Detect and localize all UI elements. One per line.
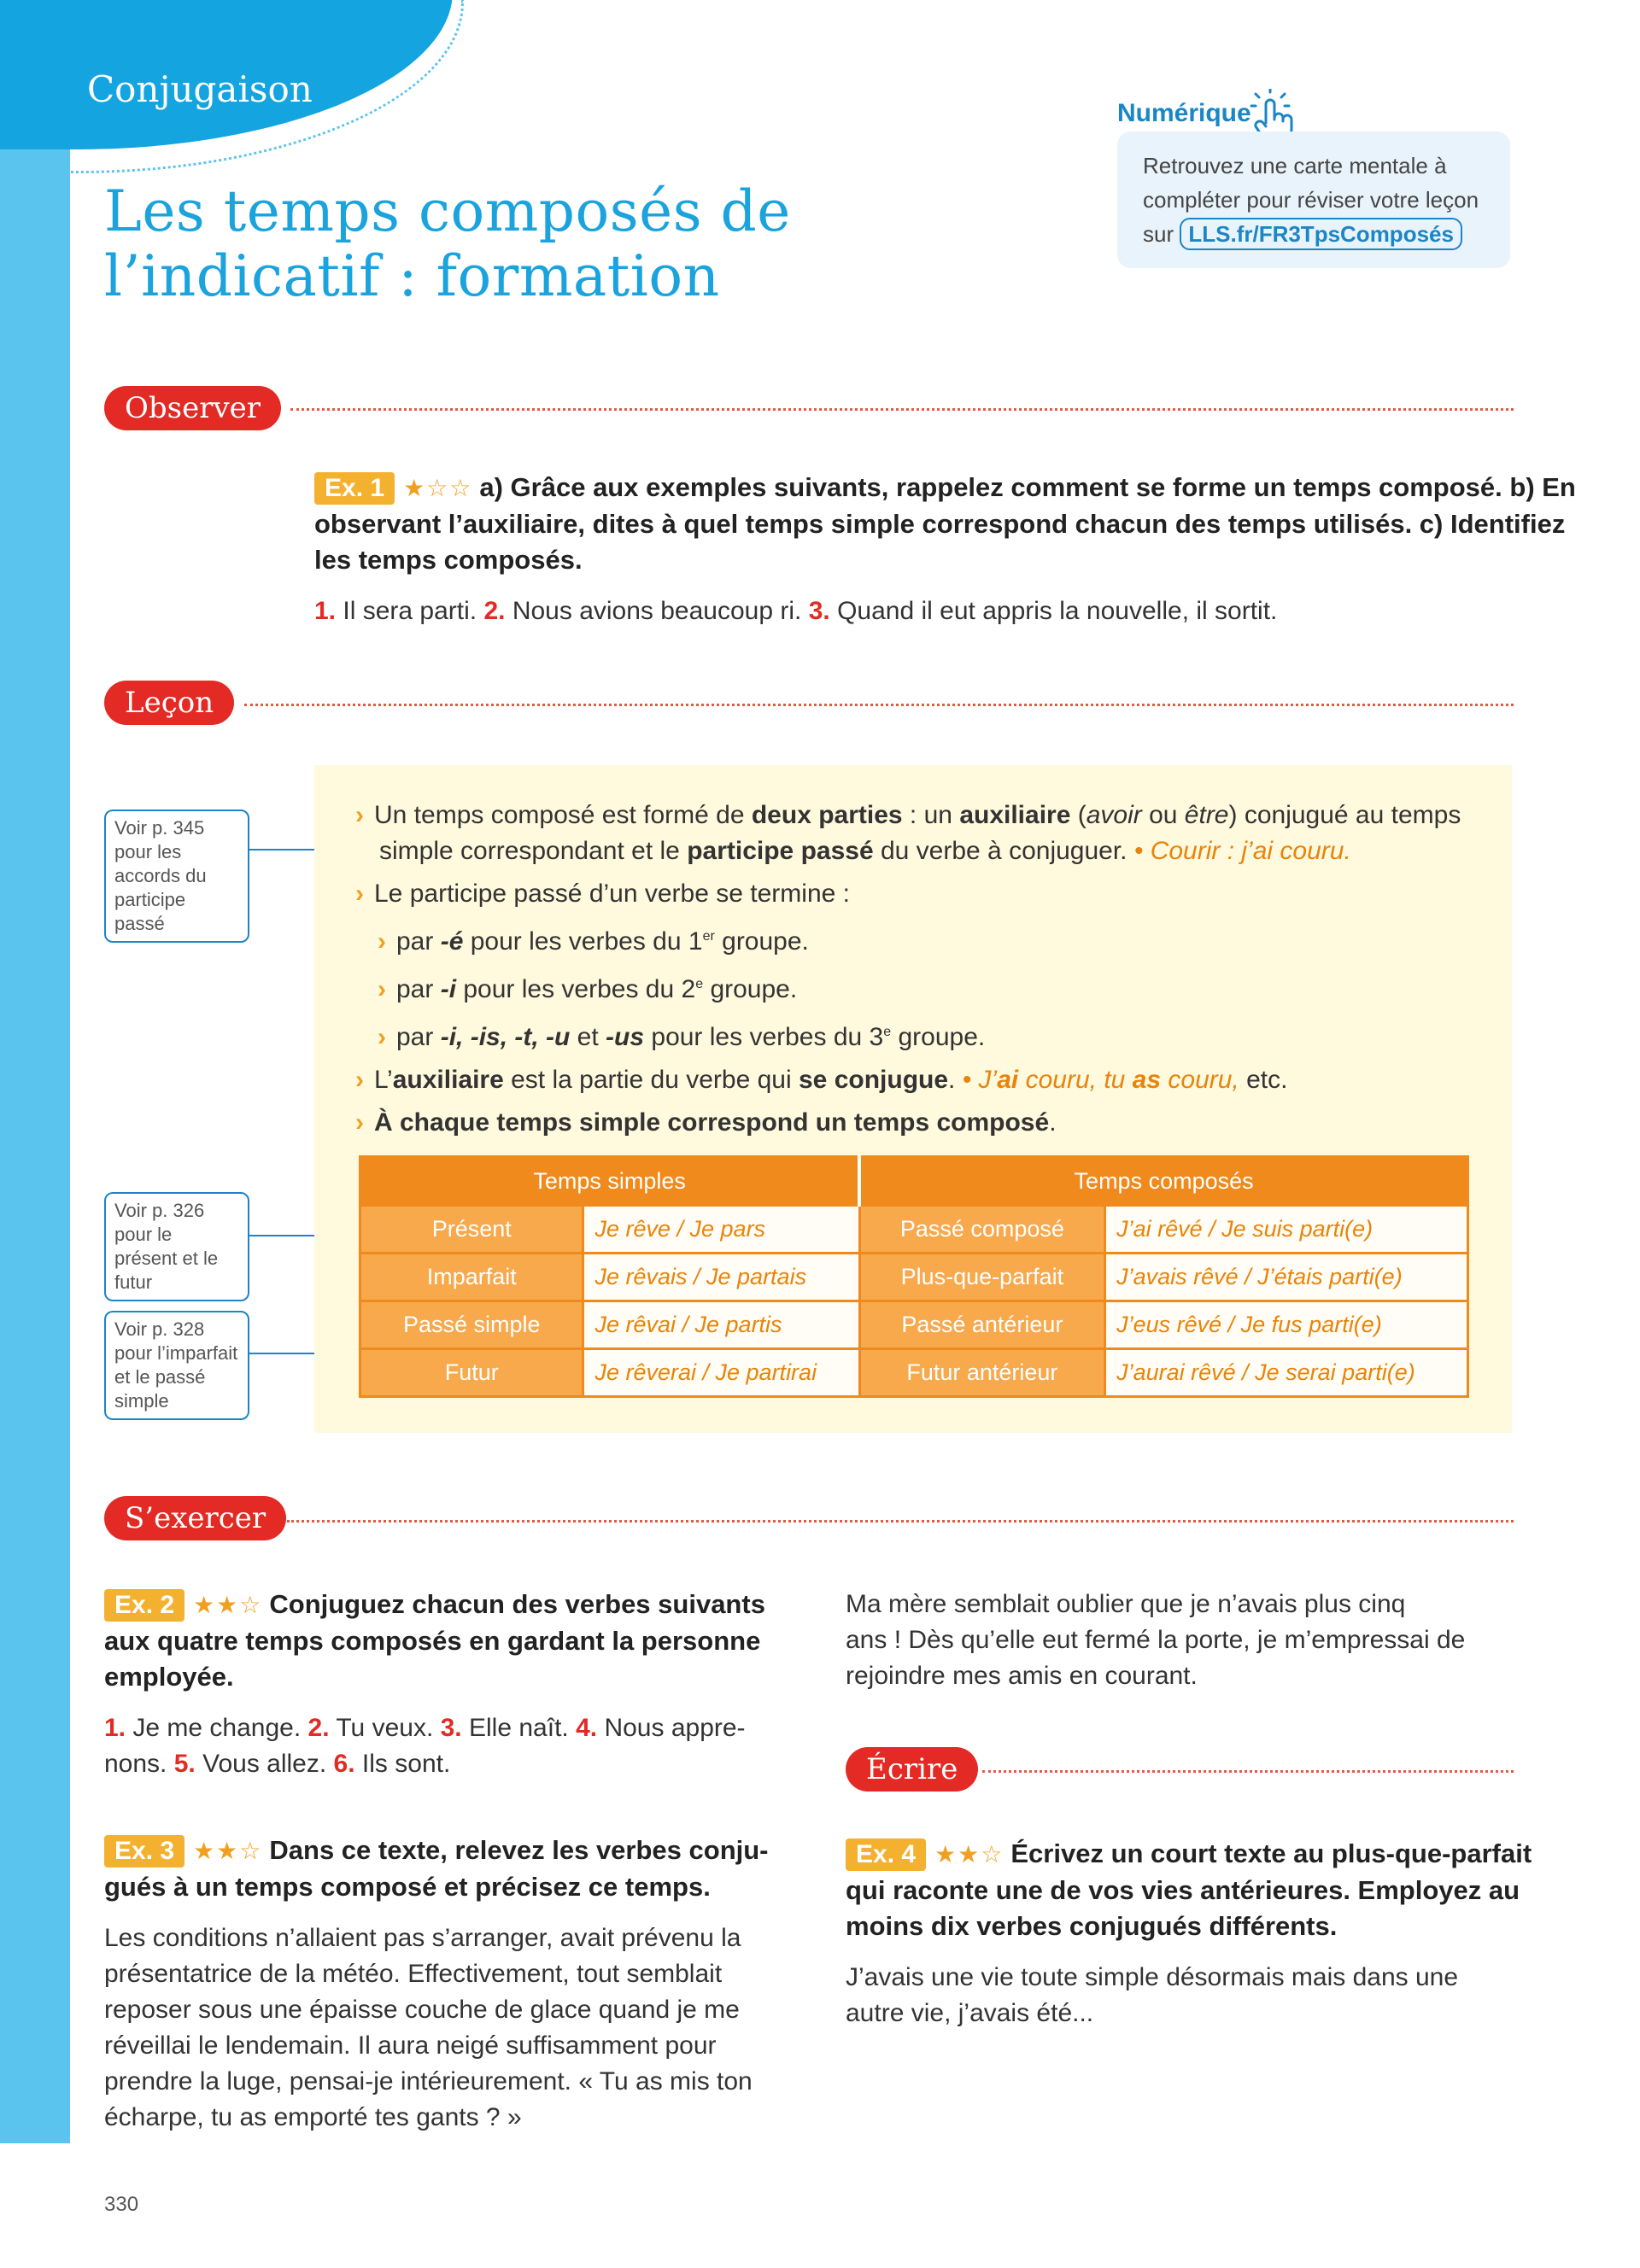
ex2-item-number: 2. [308,1714,330,1742]
ex3-question-line-1 [104,1833,779,1869]
ex3-text-line: rejoindre mes amis en courant. [846,1662,1198,1690]
ex4-text-line: autre vie, j’avais été... [846,1999,1094,2027]
ex1-item-number: 2. [483,597,506,625]
lesson-bold: participe passé [687,837,874,865]
lesson-bold: deux parties [751,801,903,829]
ex2-item-number: 3. [440,1714,462,1742]
ex2-question-line-1 [104,1587,770,1623]
ex1-item-number: 1. [314,597,337,625]
lesson-text: etc. [1239,1066,1288,1094]
table-cell-compose: Passé antérieur [859,1301,1104,1349]
numeric-text [1143,149,1510,251]
lesson-line-1 [355,798,1461,833]
numeric-text-line-3 [1143,217,1510,251]
table-cell-simple-example: Je rêvais / Je partais [583,1254,859,1301]
ecrire-rule [982,1770,1514,1773]
ex2-item-text: nons. [104,1750,167,1778]
ex2-q-text: Conjuguez chacun des verbes suivants [269,1589,765,1619]
lesson-text: et [570,1023,606,1051]
lesson-text: est la partie du verbe qui [503,1066,799,1094]
ex2-item-text: Vous allez. [202,1750,327,1778]
ecrire-pill: Écrire [846,1747,978,1792]
ex3-text-line: écharpe, tu as emporté tes gants ? » [104,2103,522,2131]
ex3-text-line: réveillai le lendemain. Il aura neigé suffisamment pour [104,2031,717,2060]
ex1-question-line-3: les temps composés. [314,545,583,575]
lesson-text: groupe. [714,927,809,956]
lesson-text: pour les verbes du 2 [456,975,696,1003]
ex3-text-line: Les conditions n’allaient pas s’arranger, avait prévenu la [104,1924,741,1952]
exercise-3 [104,1833,779,2136]
table-cell-compose-example: J’ai rêvé / Je suis parti(e) [1105,1206,1468,1254]
exercise-4 [846,1836,1532,2031]
ex2-item-number: 1. [104,1714,126,1742]
table-row [360,1301,1468,1349]
lesson-text: ) conjugué au temps [1228,801,1461,829]
ex4-stars-icon: ★★☆ [934,1841,1004,1868]
ex2-question-line-2: aux quatre temps composés en gardant la personne [104,1626,761,1656]
ex2-stars-icon: ★★☆ [193,1592,263,1618]
chevron-right-icon: › [378,1023,386,1051]
lesson-line-2 [355,833,1461,869]
ex2-item-number: 6. [333,1750,355,1778]
lesson-line-8 [355,1105,1461,1141]
ex4-question-line-2: qui raconte une de vos vies antérieures. Employez au [846,1875,1520,1905]
page-title-line-2: l’indicatif : formation [104,243,720,309]
ex1-item-text: Il sera parti. [343,597,477,625]
ex1-item-number: 3. [808,597,830,625]
numeric-text-line-2: compléter pour réviser votre leçon [1143,187,1479,213]
lesson-text: pour les verbes du 1 [463,927,703,956]
lesson-content [355,798,1461,1141]
lesson-text: groupe. [703,975,798,1003]
ex4-badge: Ex. 4 [846,1838,926,1871]
lesson-suffix: -i, -is, -t, -u [440,1023,571,1051]
numeric-text-line-1: Retrouvez une carte mentale à [1143,153,1447,178]
note-present-futur: Voir p. 326 pour le présent et le futur [104,1192,249,1301]
lesson-text: : un [902,801,960,829]
note-imparfait: Voir p. 328 pour l’imparfait et le passé simple [104,1311,249,1420]
lesson-text: ou [1141,801,1185,829]
ex4-text-line: J’avais une vie toute simple désormais mais dans une [846,1963,1459,1991]
lesson-line-4 [355,919,1461,960]
ex2-items-line-2 [104,1746,770,1782]
ex2-item-text: Nous appre- [604,1714,746,1742]
ex3-text-line: reposer sous une épaisse couche de glace quand je me [104,1996,740,2024]
side-color-band [0,0,70,2143]
table-cell-simple: Passé simple [360,1301,583,1349]
lesson-example: • J’ [962,1066,998,1094]
lesson-text: Un temps composé est formé de [374,801,752,829]
observer-pill: Observer [104,386,281,430]
exercise-1 [314,470,1576,629]
ex1-item-text: Nous avions beaucoup ri. [512,597,802,625]
lesson-line-7 [355,1062,1461,1098]
lesson-example: couru, tu [1018,1066,1133,1094]
table-header-compose: Temps composés [859,1157,1467,1206]
page-title [104,179,791,309]
ex2-item-text: Elle naît. [469,1714,569,1742]
observer-rule [290,408,1514,411]
table-row [360,1206,1468,1254]
table-row [360,1254,1468,1301]
note-connector [249,849,314,850]
ex3-q-text: Dans ce texte, relevez les verbes conju- [269,1835,769,1865]
note-connector [249,1235,314,1236]
page-number: 330 [104,2193,139,2216]
chevron-right-icon: › [355,1108,364,1137]
lesson-text: ( [1070,801,1086,829]
ex2-item-text: Ils sont. [361,1750,451,1778]
tense-table [359,1155,1469,1398]
lesson-sup: e [695,977,704,991]
lesson-text: par [396,975,441,1003]
ex2-item-number: 5. [173,1750,196,1778]
ex2-item-number: 4. [576,1714,598,1742]
lesson-line-3 [355,876,1461,912]
ex4-question-line-1 [846,1836,1532,1873]
lesson-text: groupe. [891,1023,986,1051]
table-row [360,1349,1468,1397]
table-header-simple: Temps simples [360,1157,860,1206]
lesson-text: par [396,927,441,956]
ex1-question-line-2: observant l’auxiliaire, dites à quel temps simple correspond chacun des temps utilisés. c) Identifiez [314,509,1566,539]
chevron-right-icon: › [378,927,386,956]
ex4-question-line-3: moins dix verbes conjugués différents. [846,1911,1338,1941]
table-cell-compose: Passé composé [859,1206,1104,1254]
chevron-right-icon: › [355,880,364,908]
table-cell-simple-example: Je rêve / Je pars [583,1206,859,1254]
chevron-right-icon: › [355,1066,364,1094]
lesson-sup: e [883,1025,892,1039]
ex4-text [846,1960,1529,2031]
note-connector [249,1353,314,1354]
table-cell-compose: Plus-que-parfait [859,1254,1104,1301]
ex1-stars-icon: ★☆☆ [403,475,473,501]
chevron-right-icon: › [378,975,386,1003]
section-label: Conjugaison [87,68,313,110]
lecon-pill: Leçon [104,681,234,725]
ex4-q-text: Écrivez un court texte au plus-que-parfait [1010,1838,1532,1868]
lesson-bold: À chaque temps simple correspond un temps composé [374,1108,1050,1137]
exercer-pill: S’exercer [104,1496,286,1540]
numeric-label: Numérique [1117,99,1251,127]
table-cell-compose-example: J’aurai rêvé / Je serai parti(e) [1105,1349,1468,1397]
ex2-question-line-3: employée. [104,1662,234,1692]
lesson-example-bold: as [1132,1066,1162,1094]
exercise-2 [104,1587,770,1782]
table-cell-simple: Présent [360,1206,583,1254]
ex1-item-text: Quand il eut appris la nouvelle, il sortit. [837,597,1278,625]
table-cell-compose: Futur antérieur [859,1349,1104,1397]
lesson-line-5 [355,967,1461,1008]
ex3-stars-icon: ★★☆ [193,1838,263,1864]
ex2-item-text: Je me change. [132,1714,302,1742]
chevron-right-icon: › [355,801,364,829]
lesson-text: par [396,1023,441,1051]
lesson-text: L’ [374,1066,393,1094]
table-cell-compose-example: J’eus rêvé / Je fus parti(e) [1105,1301,1468,1349]
lesson-bold: se conjugue [799,1066,949,1094]
lesson-text: . [1049,1108,1057,1137]
lesson-example: couru, [1161,1066,1239,1094]
page-title-line-1: Les temps composés de [104,178,791,244]
ex3-question-line-2: gués à un temps composé et précisez ce temps. [104,1872,711,1902]
ex2-item-text: Tu veux. [336,1714,434,1742]
lesson-line-6 [355,1014,1461,1055]
lesson-suffix: -é [440,927,464,956]
lesson-italic: avoir [1086,801,1142,829]
ex3-text-line: présentatrice de la météo. Effectivement, tout semblait [104,1960,723,1988]
ex3-text-continued [846,1587,1520,1694]
lesson-example-bold: ai [997,1066,1019,1094]
ex2-badge: Ex. 2 [104,1589,184,1622]
lesson-example: • Courir : j’ai couru. [1133,837,1351,865]
note-accords: Voir p. 345 pour les accords du participe passé [104,810,249,943]
lesson-suffix: -us [606,1023,645,1051]
table-cell-simple-example: Je rêverai / Je partirai [583,1349,859,1397]
lesson-sup: er [702,929,715,944]
lesson-text: Le participe passé d’un verbe se termine : [374,880,850,908]
lesson-text: pour les verbes du 3 [644,1023,884,1051]
ex3-text [104,1920,779,2136]
ex2-items-line-1 [104,1710,770,1746]
table-cell-simple-example: Je rêvai / Je partis [583,1301,859,1349]
ex3-text-line: prendre la luge, pensai-je intérieurement. « Tu as mis ton [104,2067,753,2096]
lesson-bold: auxiliaire [392,1066,504,1094]
lesson-italic: être [1184,801,1229,829]
exercer-rule [287,1520,1514,1523]
ex1-q-text-1: a) Grâce aux exemples suivants, rappelez comment se forme un temps composé. b) En [479,472,1576,502]
lesson-text: du verbe à conjuguer. [873,837,1134,865]
numeric-link[interactable]: LLS.fr/FR3TpsComposés [1180,218,1462,250]
ex1-badge: Ex. 1 [314,472,395,505]
ex3-text-line: Ma mère semblait oublier que je n’avais plus cinq [846,1590,1406,1618]
table-cell-simple: Imparfait [360,1254,583,1301]
ex1-question-line-1 [314,470,1576,506]
lecon-rule [244,704,1514,706]
lesson-suffix: -i [440,975,457,1003]
lesson-text: simple correspondant et le [379,837,688,865]
ex3-text-line: ans ! Dès qu’elle eut fermé la porte, je m’empressai de [846,1626,1466,1654]
ex3-badge: Ex. 3 [104,1835,184,1868]
lesson-bold: auxiliaire [959,801,1071,829]
table-header-row [360,1157,1468,1206]
numeric-prefix: sur [1143,221,1174,247]
lesson-text: . [948,1066,963,1094]
table-cell-simple: Futur [360,1349,583,1397]
table-cell-compose-example: J’avais rêvé / J’étais parti(e) [1105,1254,1468,1301]
ex1-items [314,593,1519,629]
